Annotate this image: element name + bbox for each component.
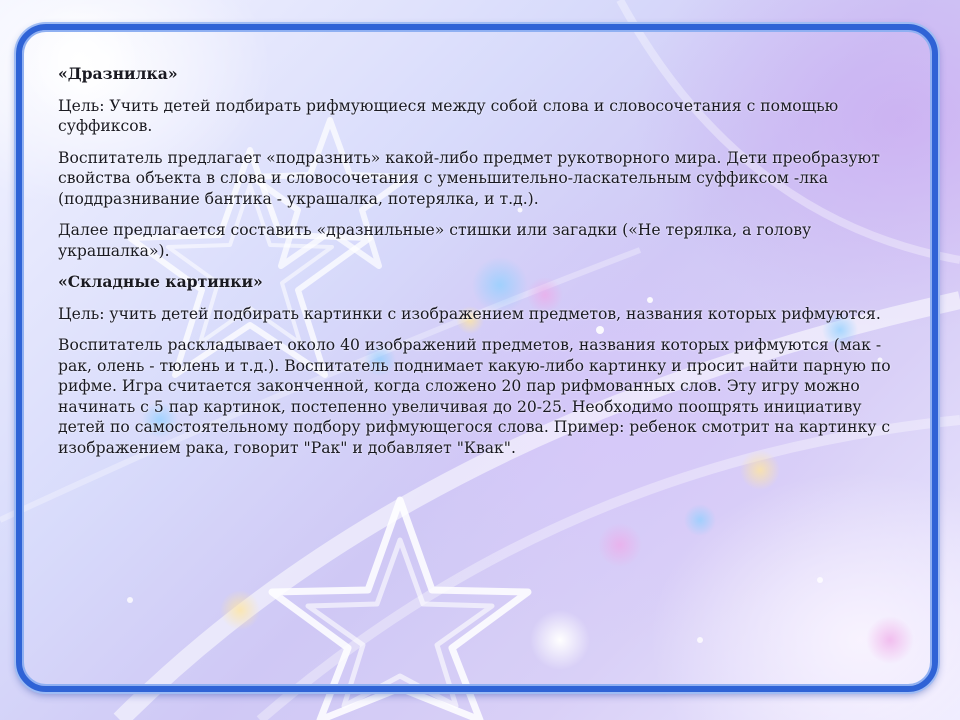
section-paragraph-teaser-1: Воспитатель предлагает «подразнить» какой-либо предмет рукотворного мира. Дети преобразуют свойства объекта в слова и словосочетания с уменьшительно-ласкательным суффиксом -лка (поддразнивание бантика - украшалка, потерялка, и т.д.).	[58, 148, 880, 208]
section-heading-teaser: «Дразнилка»	[58, 64, 178, 83]
section-heading-folding-pictures: «Складные картинки»	[58, 272, 263, 291]
section-goal-folding-pictures: Цель: учить детей подбирать картинки с изображением предметов, названия которых рифмуются.	[58, 304, 881, 323]
section-paragraph-teaser-2: Далее предлагается составить «дразнильные» стишки или загадки («Не терялка, а голову украшалка»).	[58, 221, 812, 260]
section-paragraph-folding-pictures: Воспитатель раскладывает около 40 изображений предметов, названия которых рифмуются (мак - рак, олень - тюлень и т.д.). Воспитатель поднимает какую-либо картинку и просит найти парную по рифме. Игра считается законченной, когда сложено 20 пар рифмованных слов. Эту игру можно начинать с 5 пар картинок, постепенно увеличивая до 20-25. Необходимо поощрять инициативу детей по самостоятельному подбору рифмующегося слова. Пример: ребенок смотрит на картинку с изображением рака, говорит "Рак" и добавляет "Квак".	[58, 336, 891, 457]
text-content	[58, 64, 908, 469]
section-goal-teaser: Цель: Учить детей подбирать рифмующиеся между собой слова и словосочетания с помощью суффиксов.	[58, 96, 839, 135]
